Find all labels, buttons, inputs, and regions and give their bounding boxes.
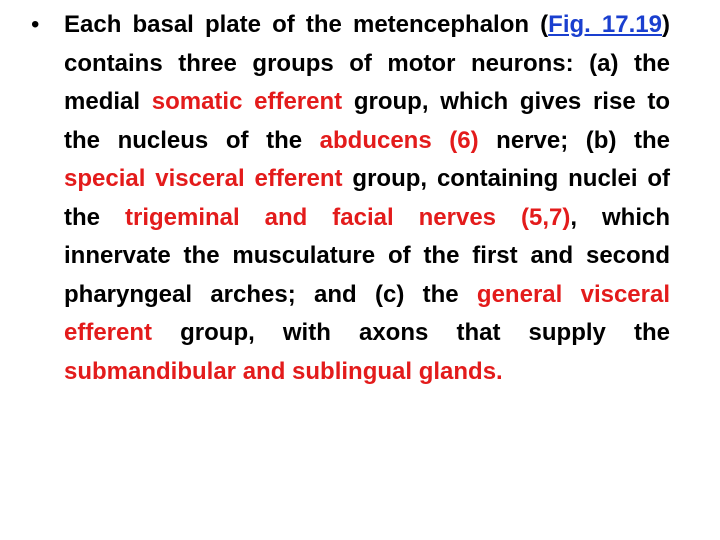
text-segment: Each basal plate of the metencephalon ( (64, 11, 549, 38)
bullet-icon: • (31, 11, 40, 38)
figure-link[interactable]: Fig. 17.19 (548, 11, 662, 38)
highlight-trigeminal-facial: trigeminal and facial nerves (5,7) (124, 203, 571, 231)
highlight-general-visceral-efferent: general visceral efferent (64, 280, 671, 346)
highlight-abducens: abducens (6) (319, 126, 479, 154)
bullet-paragraph (31, 6, 671, 391)
text-segment: , which innervate the musculature of the first and second pharyngeal arches; and (c) the (64, 203, 671, 308)
text-segment: group, with axons that supply the (152, 319, 670, 346)
highlight-glands: submandibular and sublingual glands. (64, 357, 503, 385)
highlight-somatic-efferent: somatic efferent (151, 88, 343, 115)
text-segment: nerve; (b) the (478, 126, 671, 154)
text-segment: group, which gives rise to the nucleus of the (64, 88, 671, 154)
text-segment: ) contains three groups of motor neurons: (a) the medial (64, 11, 670, 115)
highlight-special-visceral-efferent: special visceral efferent (64, 165, 343, 192)
text-segment: group, containing nuclei of the (64, 165, 671, 231)
